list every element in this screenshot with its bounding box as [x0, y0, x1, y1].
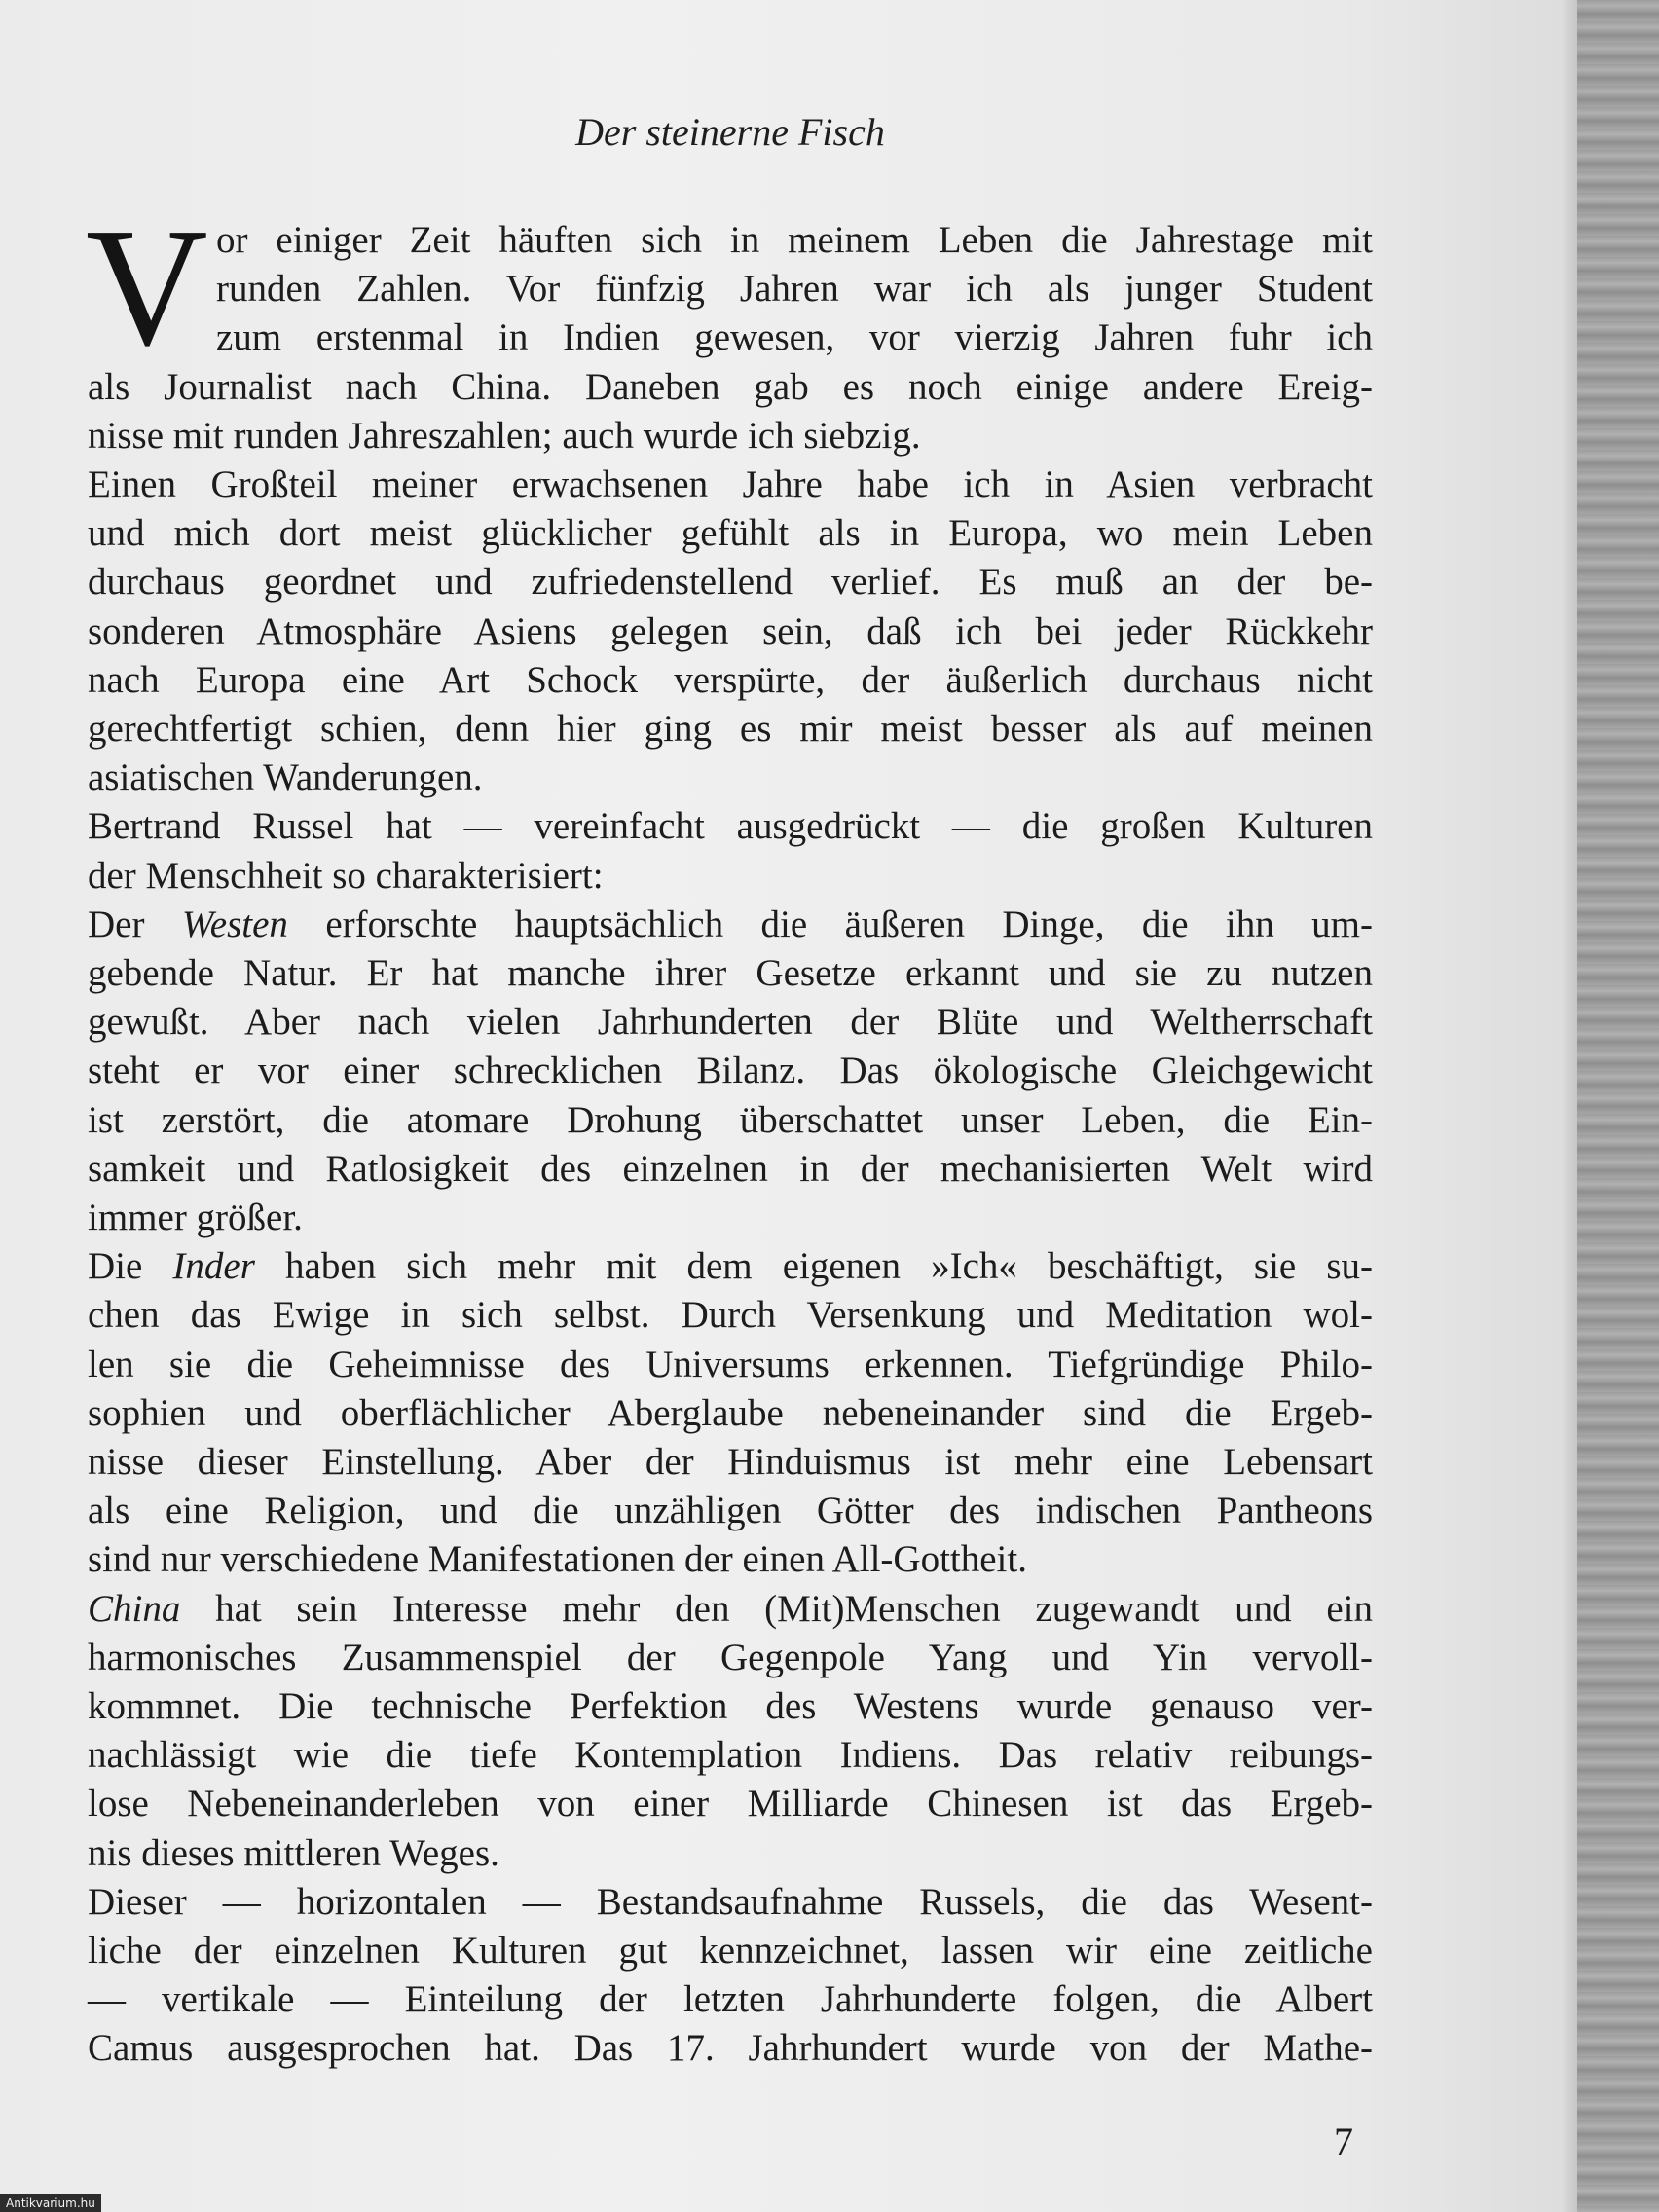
- text-line: [88, 363, 1373, 412]
- text-segment: steht er vor einer schrecklichen Bilanz. Das ökologische Gleichgewicht: [88, 1050, 1373, 1092]
- text-line: [88, 1975, 1373, 2024]
- page-edge: [1563, 0, 1577, 2212]
- text-segment: Einen Großteil meiner erwachsenen Jahre habe ich in Asien verbracht: [88, 463, 1373, 505]
- text-line: [88, 1585, 1373, 1634]
- text-line: [88, 1487, 1373, 1535]
- text-segment: len sie die Geheimnisse des Universums erkennen. Tiefgründige Philo-: [88, 1343, 1373, 1385]
- text-line: [88, 1731, 1373, 1780]
- text-line: [88, 509, 1373, 558]
- text-segment: als Journalist nach China. Daneben gab es noch einige andere Ereig-: [88, 365, 1373, 408]
- text-segment: haben sich mehr mit dem eigenen »Ich« beschäftigt, sie su-: [254, 1245, 1374, 1288]
- text-segment: Camus ausgesprochen hat. Das 17. Jahrhundert wurde von der Mathe-: [88, 2027, 1373, 2070]
- text-line: [88, 2024, 1373, 2073]
- text-segment: zum erstenmal in Indien gewesen, vor vierzig Jahren fuhr ich: [216, 316, 1373, 359]
- text-segment: nachlässigt wie die tiefe Kontemplation Indiens. Das relativ reibungs-: [88, 1734, 1373, 1777]
- text-segment: Die: [88, 1245, 173, 1288]
- text-segment: asiatischen Wanderungen.: [88, 756, 483, 799]
- text-line: [88, 1291, 1373, 1340]
- page-number: 7: [1334, 2120, 1353, 2163]
- text-line: [88, 1047, 1373, 1095]
- text-line: [88, 949, 1373, 998]
- text-segment: sonderen Atmosphäre Asiens gelegen sein, daß ich bei jeder Rückkehr: [88, 609, 1373, 652]
- text-segment: erforschte hauptsächlich die äußeren Dinge, die ihn um-: [287, 903, 1373, 945]
- text-segment: nis dieses mittleren Weges.: [88, 1831, 499, 1874]
- text-segment: liche der einzelnen Kulturen gut kennzeichnet, lassen wir eine zeitliche: [88, 1930, 1373, 1972]
- text-line: [88, 754, 1373, 802]
- text-line: [88, 558, 1373, 607]
- text-line: [88, 1096, 1373, 1145]
- text-segment: hat sein Interesse mehr den (Mit)Menschen zugewandt und ein: [180, 1587, 1373, 1630]
- text-segment: Dieser — horizontalen — Bestandsaufnahme Russels, die das Wesent-: [88, 1880, 1373, 1923]
- text-line: [88, 1194, 1373, 1242]
- drop-cap: V: [86, 193, 208, 381]
- text-segment: nisse dieser Einstellung. Aber der Hinduismus ist mehr eine Lebensart: [88, 1441, 1373, 1483]
- text-segment: — vertikale — Einteilung der letzten Jahrhunderte folgen, die Albert: [88, 1978, 1373, 2021]
- text-line: [88, 461, 1373, 509]
- running-title: Der steinerne Fisch: [575, 110, 885, 154]
- text-line: [216, 313, 1373, 362]
- text-segment: kommnet. Die technische Perfektion des Westens wurde genauso ver-: [88, 1685, 1373, 1727]
- text-line: [88, 1634, 1373, 1682]
- text-line: [88, 656, 1373, 705]
- text-line: [216, 265, 1373, 313]
- text-line: [88, 608, 1373, 656]
- text-line: [88, 1242, 1373, 1291]
- text-line: [88, 1829, 1373, 1878]
- text-segment: der Menschheit so charakterisiert:: [88, 854, 604, 897]
- text-segment: ist zerstört, die atomare Drohung überschattet unser Leben, die Ein-: [88, 1098, 1373, 1141]
- text-segment: sophien und oberflächlicher Aberglaube nebeneinander sind die Ergeb-: [88, 1391, 1373, 1434]
- text-segment: gebende Natur. Er hat manche ihrer Gesetze erkannt und sie zu nutzen: [88, 952, 1373, 994]
- text-segment: gewußt. Aber nach vielen Jahrhunderten der Blüte und Weltherrschaft: [88, 1001, 1373, 1044]
- text-line: [88, 1682, 1373, 1731]
- text-segment: als eine Religion, und die unzähligen Götter des indischen Pantheons: [88, 1490, 1373, 1532]
- text-line: [88, 1341, 1373, 1389]
- text-line: [88, 852, 1373, 901]
- text-line: [88, 1145, 1373, 1194]
- text-line: [88, 705, 1373, 754]
- emphasis-text: Westen: [181, 903, 288, 945]
- text-segment: samkeit und Ratlosigkeit des einzelnen in der mechanisierten Welt wird: [88, 1147, 1373, 1190]
- emphasis-text: China: [88, 1587, 181, 1630]
- text-segment: or einiger Zeit häuften sich in meinem Leben die Jahrestage mit: [216, 219, 1373, 261]
- watermark: Antikvarium.hu: [0, 2194, 101, 2212]
- text-segment: chen das Ewige in sich selbst. Durch Versenkung und Meditation wol-: [88, 1294, 1373, 1337]
- text-segment: gerechtfertigt schien, denn hier ging es mir meist besser als auf meinen: [88, 708, 1373, 750]
- text-line: [88, 412, 1373, 461]
- text-segment: harmonisches Zusammenspiel der Gegenpole Yang und Yin vervoll-: [88, 1636, 1373, 1678]
- text-line: [88, 998, 1373, 1047]
- text-line: [216, 216, 1373, 265]
- text-segment: und mich dort meist glücklicher gefühlt als in Europa, wo mein Leben: [88, 512, 1373, 555]
- text-line: [88, 1780, 1373, 1828]
- text-line: [88, 1878, 1373, 1927]
- book-binding: [1577, 0, 1659, 2212]
- text-segment: nach Europa eine Art Schock verspürte, der äußerlich durchaus nicht: [88, 658, 1373, 701]
- text-segment: Der: [88, 903, 182, 945]
- text-segment: runden Zahlen. Vor fünfzig Jahren war ich als junger Student: [216, 268, 1373, 311]
- text-line: [88, 802, 1373, 851]
- text-segment: immer größer.: [88, 1197, 303, 1238]
- text-segment: nisse mit runden Jahreszahlen; auch wurde ich siebzig.: [88, 414, 921, 457]
- emphasis-text: Inder: [172, 1245, 255, 1288]
- text-segment: Bertrand Russel hat — vereinfacht ausgedrückt — die großen Kulturen: [88, 805, 1373, 848]
- text-segment: lose Nebeneinanderleben von einer Milliarde Chinesen ist das Ergeb-: [88, 1783, 1373, 1825]
- text-line: [88, 1438, 1373, 1487]
- text-line: [88, 1389, 1373, 1438]
- text-line: [88, 1535, 1373, 1584]
- text-segment: durchaus geordnet und zufriedenstellend verlief. Es muß an der be-: [88, 561, 1373, 604]
- text-line: [88, 1927, 1373, 1975]
- text-line: [88, 901, 1373, 949]
- text-segment: sind nur verschiedene Manifestationen der einen All-Gottheit.: [88, 1538, 1027, 1581]
